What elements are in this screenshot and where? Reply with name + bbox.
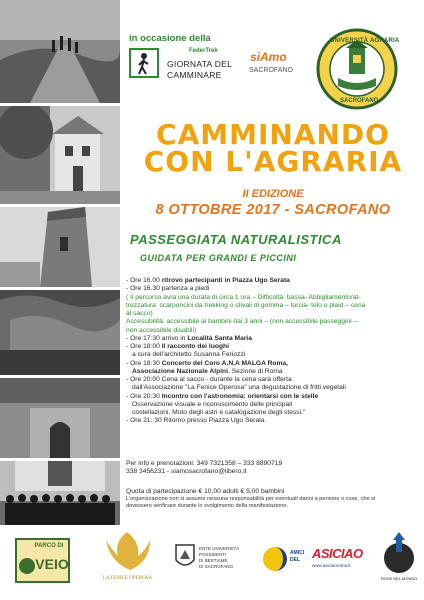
program-line: - Ore 18:00 Il racconto dei luoghi xyxy=(126,343,229,350)
subtitle-main: PASSEGGIATA NATURALISTICA xyxy=(130,232,342,247)
event-program xyxy=(126,277,420,426)
photo-column xyxy=(0,0,120,525)
program-line: Accessibilità: accessibile ai bambini dai 3 anni – (non accessibile passeggini – xyxy=(126,318,358,326)
photo-hikers xyxy=(0,0,120,103)
photo-farmhouse xyxy=(0,106,120,204)
program-line: dall'Associazione "La Fenice Operosa" una degustazione di fritti vegetali xyxy=(132,384,346,392)
ente-universita-logo: ENTE UNIVERSITÀ POSSIDENTI DI BESTIAME DI SACROFANO xyxy=(175,544,250,584)
photo-tower xyxy=(0,207,120,287)
photo-ruins xyxy=(0,378,120,458)
walking-person-icon xyxy=(129,48,159,78)
occasion-label: in occasione della xyxy=(129,33,211,44)
program-line: costellazioni. Moto degli astri e catalogazione degli stessi." xyxy=(132,409,306,416)
photo-rocks xyxy=(0,290,120,375)
sacrofano-label: SACROFANO xyxy=(249,67,293,74)
siamo-sacrofano-logo xyxy=(245,50,315,80)
edition-label: II EDIZIONE xyxy=(242,188,304,200)
title-line2: CON L'AGRARIA xyxy=(143,145,403,178)
participation-fee: Quota di partecipazione € 10,00 adulti € 5,00 bambini xyxy=(126,488,285,495)
program-line: - Ore 16.00 ritrovo partecipanti in Piazza Ugo Serata xyxy=(126,277,290,284)
disclaimer: L'organizzazione non si assume nessuna responsabilità per eventuali danni a persone o cose, che si dovessero verificare durante lo svolgimento della manifestazione. xyxy=(126,496,376,509)
program-line: al sacco) xyxy=(126,310,153,317)
photo-choir xyxy=(0,461,120,525)
subtitle-secondary: GUIDATA PER GRANDI E PICCINI xyxy=(140,253,297,263)
amici-del-sole-logo: AMICI DEL xyxy=(260,544,300,584)
program-line: - Ore 16.30 partenza a piedi xyxy=(126,285,210,293)
siamo-label: siAmo xyxy=(250,50,287,64)
gdc-line1: GIORNATA DEL xyxy=(167,59,233,69)
program-line: Associazione Nazionale Alpini, Sezione di Roma xyxy=(132,367,283,375)
contact-info xyxy=(126,460,420,477)
title-line1: CAMMINANDO xyxy=(156,118,390,151)
contact-email: 338 3456231 - siamosacrofano@libero.it xyxy=(126,468,247,476)
program-line: - Ore 20:30 Incontro con l'astronomia: orientarsi con le stelle xyxy=(126,392,319,400)
federtrek-label: FederTrek xyxy=(189,48,218,54)
fenice-operosa-logo: LA FENICE OPEROSA xyxy=(100,528,155,588)
parco-veio-logo: PARCO DI VEIO xyxy=(15,538,70,583)
contact-phones: Per info e prenotazioni: 349 7321358 – 333 8890719 xyxy=(126,460,283,467)
program-line: - Ore 21: 30 Ritorno presso Piazza Ugo Serata xyxy=(126,417,265,425)
program-line: - Ore 20:00 Cena al sacco - durante la cena sarà offerta xyxy=(126,376,292,383)
seal-top-label: UNIVERSITÀ AGRARIA xyxy=(330,38,400,44)
program-line: non accessibile disabili) xyxy=(126,326,197,334)
event-date: 8 OTTOBRE 2017 - SACROFANO xyxy=(155,202,391,218)
passi-nel-mondo-logo: PASSI NEL MONDO xyxy=(376,532,422,588)
asiciao-logo: ASICIAO www.asiciaoroma.it xyxy=(312,546,363,568)
program-line: a cura dell'architetto Susanna Feriozzi xyxy=(132,351,246,359)
program-line: Osservazione visuale e riconoscimento delle principali xyxy=(132,400,293,408)
sponsor-logos xyxy=(0,526,424,600)
gdc-line2: CAMMINARE xyxy=(167,70,222,80)
program-line: trezzatura: scarponcini da trekking o stivali di gomma – torcia- telo o plaid – cena xyxy=(126,301,366,309)
program-line: ( Il percorso avrà una durata di circa 1 ora – Difficoltà: bassa- Abbigliamento/at- xyxy=(126,293,361,301)
program-line: - Ore 17:30 arrivo in Località Santa Maria xyxy=(126,334,252,342)
program-line: - Ore 18:30 Concerto del Coro A.N.A MALGA Roma, xyxy=(126,359,289,367)
seal-bottom-label: SACROFANO xyxy=(340,98,379,104)
